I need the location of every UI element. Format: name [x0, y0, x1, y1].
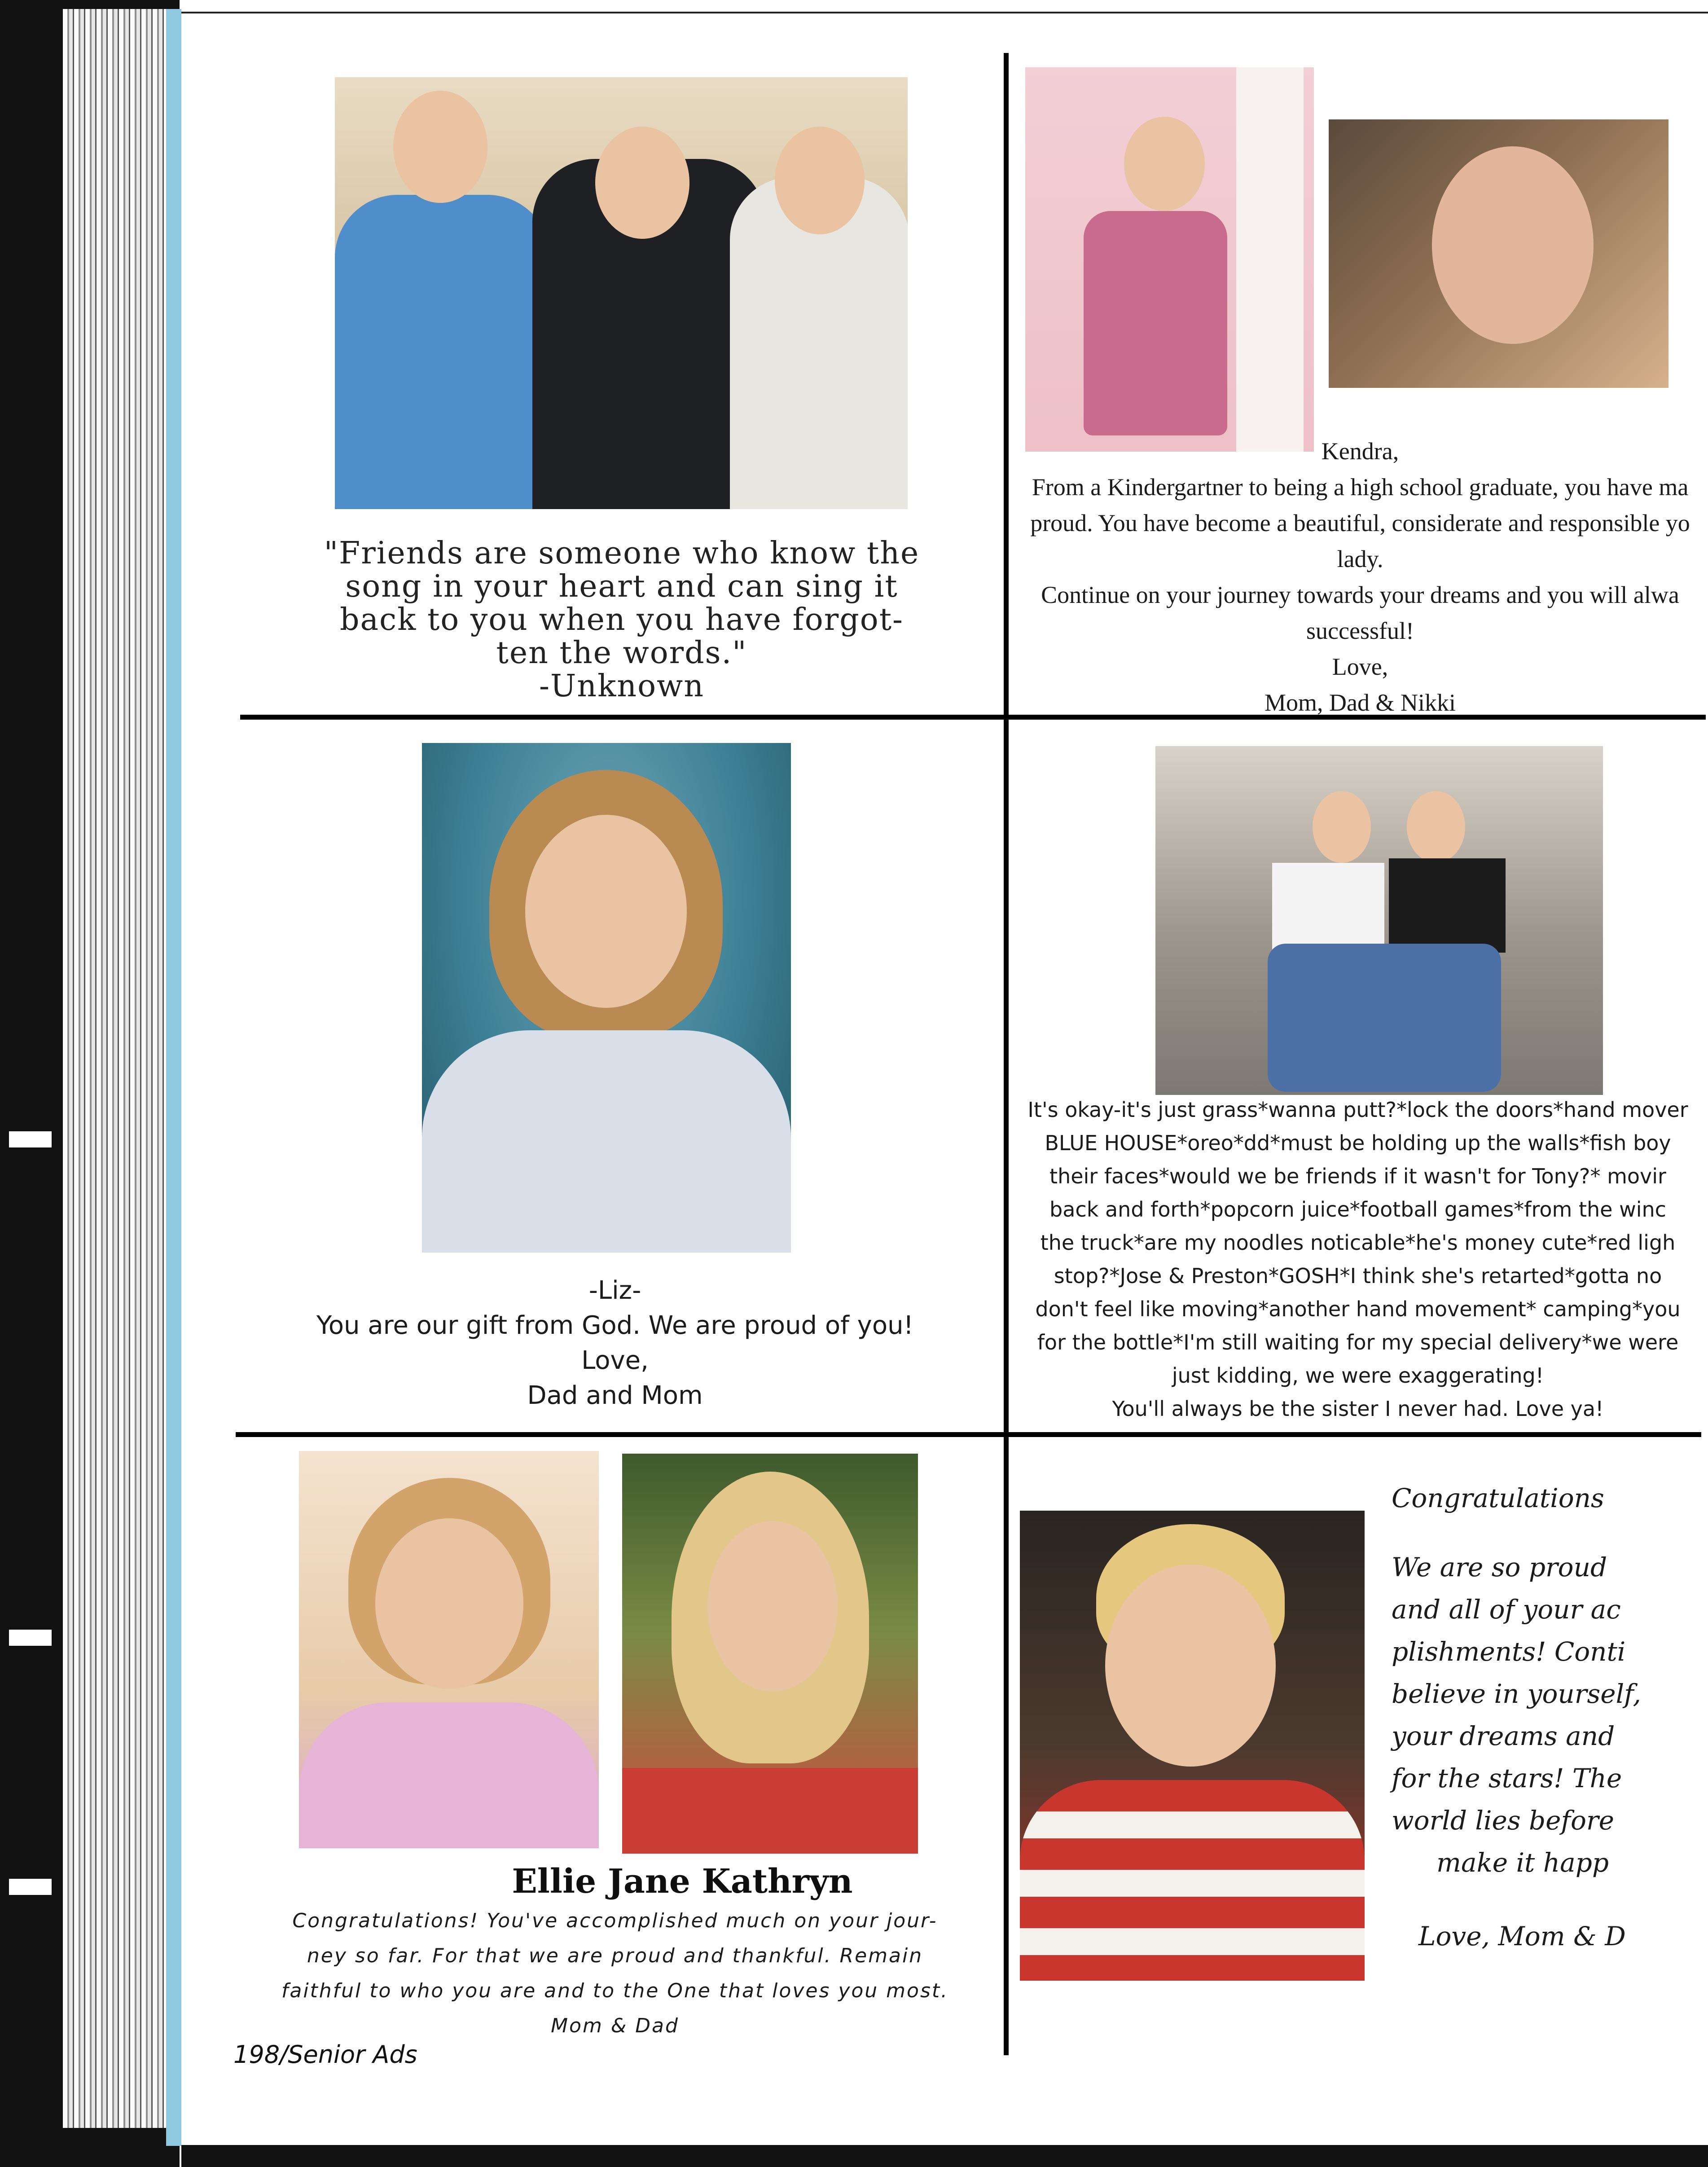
divider-vertical — [1004, 53, 1009, 2055]
couch-line: for the bottle*I'm still waiting for my special delivery*we were — [1037, 1330, 1679, 1354]
liz-line: You are our gift from God. We are proud of you! — [316, 1311, 914, 1340]
quote-line: -Unknown — [539, 668, 705, 704]
sisters-couch-photo — [1155, 746, 1603, 1095]
ellie-line: faithful to who you are and to the One that loves you most. — [281, 1979, 949, 2002]
couch-line: stop?*Jose & Preston*GOSH*I think she's retarted*gotta no — [1054, 1264, 1662, 1288]
congratulations-message — [1392, 1477, 1679, 1957]
quote-line: ten the words." — [496, 635, 747, 671]
couch-line: the truck*are my noodles noticable*he's money cute*red ligh — [1040, 1231, 1676, 1255]
white-column — [1236, 67, 1304, 452]
bottom-edge — [181, 2145, 1708, 2167]
divider-horizontal-2 — [236, 1432, 1701, 1437]
child-face — [1124, 117, 1205, 211]
kendra-line: Mom, Dad & Nikki — [1265, 689, 1456, 716]
ellie-senior-photo — [622, 1454, 918, 1854]
red-top — [622, 1768, 918, 1854]
ellie-message — [233, 1903, 997, 2044]
liz-message — [278, 1273, 952, 1413]
friend-face — [595, 127, 689, 239]
kendra-line: Love, — [1332, 653, 1388, 680]
couch-line: just kidding, we were exaggerating! — [1172, 1363, 1544, 1388]
portrait-face — [525, 815, 687, 1008]
striped-shirt — [1020, 1780, 1365, 1981]
kendra-message — [1010, 433, 1708, 721]
friend-face — [393, 91, 487, 203]
page-folio: 198/Senior Ads — [233, 2040, 417, 2069]
congrats-line: Congratulations — [1392, 1483, 1604, 1513]
binding-tab — [9, 1879, 52, 1895]
toddler-face — [375, 1518, 523, 1689]
friendship-quote — [251, 537, 992, 703]
quote-line: song in your heart and can sing it — [345, 569, 898, 604]
couch-line: their faces*would we be friends if it wasn't for Tony?* movir — [1049, 1164, 1666, 1188]
kendra-line: successful! — [1306, 617, 1414, 644]
girl-face — [1407, 791, 1465, 863]
senior-face — [707, 1521, 838, 1692]
boy-portrait-photo — [1020, 1511, 1365, 1981]
couch-line: You'll always be the sister I never had. Love ya! — [1112, 1397, 1604, 1421]
floral-dress — [1084, 211, 1227, 435]
couch-line: don't feel like moving*another hand movement* camping*you — [1035, 1297, 1681, 1321]
blue-jeans — [1268, 944, 1501, 1092]
liz-line: Love, — [581, 1346, 649, 1375]
congrats-line: make it happ — [1436, 1847, 1609, 1878]
ellie-toddler-photo — [299, 1451, 599, 1848]
couch-line: back and forth*popcorn juice*football games*from the winc — [1049, 1197, 1666, 1222]
ellie-line: ney so far. For that we are proud and thankful. Remain — [307, 1944, 923, 1967]
girl-face — [1313, 791, 1371, 863]
boy-face — [1105, 1565, 1276, 1767]
congrats-line: and all of your ac — [1392, 1594, 1621, 1625]
kendra-senior-photo — [1329, 119, 1668, 388]
couch-line: BLUE HOUSE*oreo*dd*must be holding up the walls*fish boy — [1045, 1131, 1671, 1155]
binding-tab — [9, 1131, 52, 1147]
floral-blouse — [422, 1030, 791, 1253]
kendra-line: Kendra, — [1321, 438, 1399, 465]
liz-portrait-photo — [422, 743, 791, 1253]
liz-line: Dad and Mom — [527, 1381, 703, 1410]
ellie-name-heading: Ellie Jane Kathryn — [512, 1862, 853, 1901]
congrats-line: world lies before — [1392, 1805, 1614, 1836]
top-rule — [181, 12, 1708, 13]
page-edges — [63, 9, 171, 2128]
blue-edge-strip — [166, 9, 181, 2146]
kendra-child-photo — [1025, 67, 1314, 452]
senior-face — [1432, 146, 1594, 344]
binding-tab — [9, 1630, 52, 1646]
congrats-line: your dreams and — [1392, 1721, 1615, 1751]
book-binding — [0, 0, 180, 2167]
kendra-line: proud. You have become a beautiful, considerate and responsible yo — [1030, 510, 1690, 536]
kendra-line: Continue on your journey towards your dreams and you will alwa — [1041, 581, 1679, 608]
friends-photo — [335, 77, 908, 509]
white-tshirt — [1272, 863, 1384, 953]
friend-figure — [335, 195, 550, 509]
congrats-line: We are so proud — [1392, 1552, 1607, 1582]
kendra-line: From a Kindergartner to being a high school graduate, you have ma — [1032, 474, 1689, 501]
quote-line: "Friends are someone who know the — [324, 536, 920, 571]
couch-line: It's okay-it's just grass*wanna putt?*lock the doors*hand mover — [1027, 1098, 1688, 1122]
kendra-line: lady. — [1337, 545, 1383, 572]
congrats-line: Love, Mom & D — [1418, 1921, 1626, 1952]
congrats-line: plishments! Conti — [1392, 1636, 1626, 1667]
ellie-line: Mom & Dad — [551, 2014, 679, 2037]
ellie-line: Congratulations! You've accomplished much on your jour- — [292, 1909, 938, 1932]
inside-jokes-message — [1010, 1093, 1706, 1425]
congrats-line: believe in yourself, — [1392, 1679, 1641, 1709]
black-top — [1389, 858, 1506, 953]
quote-line: back to you when you have forgot- — [339, 602, 904, 637]
liz-line: -Liz- — [588, 1276, 641, 1305]
friend-face — [775, 127, 865, 234]
pink-lace-outfit — [299, 1702, 599, 1848]
congrats-line: for the stars! The — [1392, 1763, 1622, 1793]
